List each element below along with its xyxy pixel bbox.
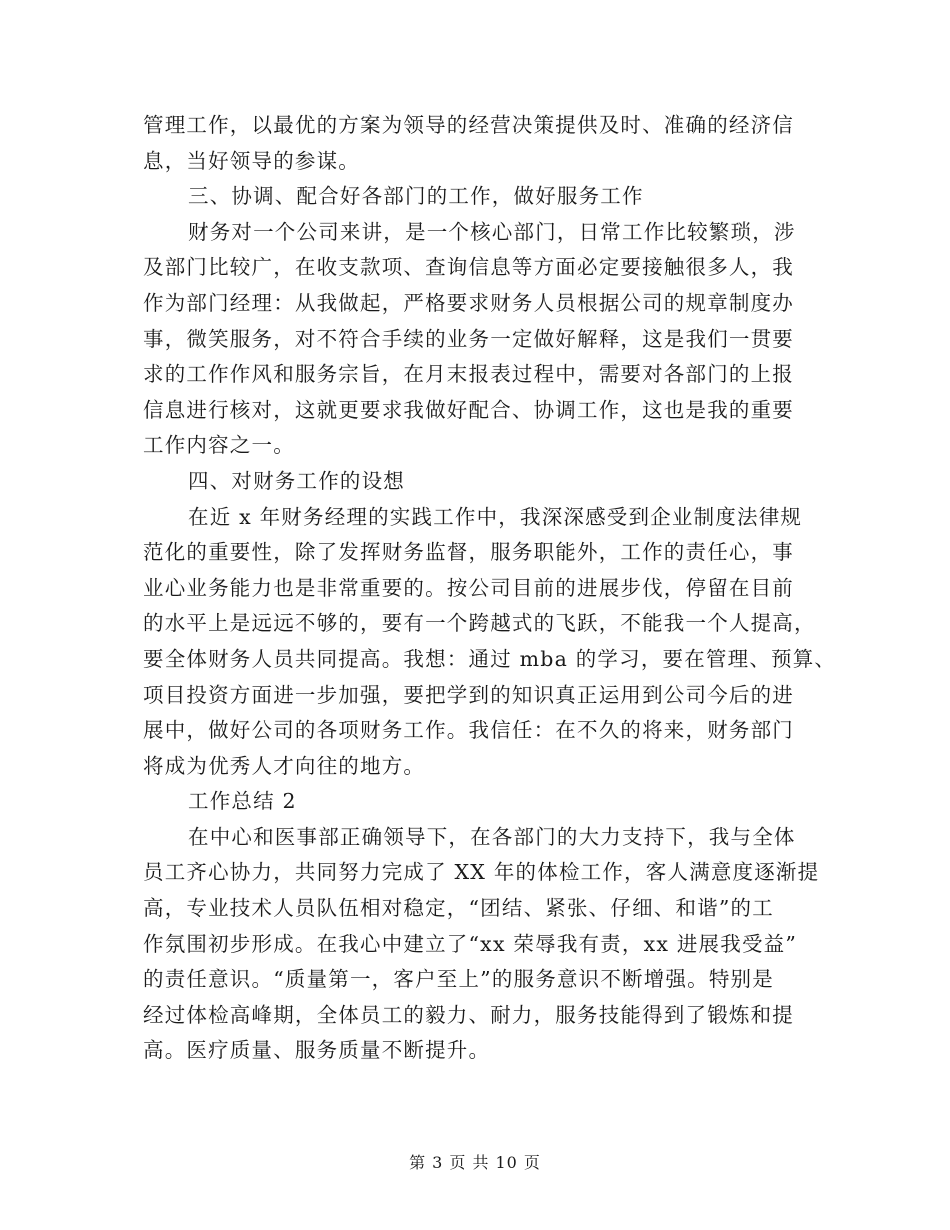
text-line: 求的工作作风和服务宗旨，在月末报表过程中，需要对各部门的上报 bbox=[143, 362, 794, 387]
text-line: 员工齐心协力，共同努力完成了 XX 年的体检工作，客人满意度逐渐提 bbox=[143, 860, 820, 885]
page-middle: 页 共 bbox=[449, 1153, 490, 1172]
text-line: 作氛围初步形成。在我心中建立了“xx 荣辱我有责，xx 进展我受益” bbox=[143, 931, 798, 956]
text-line: 高，专业技术人员队伍相对稳定，“团结、紧张、仔细、和谐”的工 bbox=[143, 896, 774, 921]
text-line: 项目投资方面进一步加强，要把学到的知识真正运用到公司今后的进 bbox=[143, 682, 794, 707]
section-heading: 三、协调、配合好各部门的工作，做好服务工作 bbox=[188, 184, 644, 209]
page-number: 3 bbox=[432, 1153, 444, 1172]
text-line: 及部门比较广，在收支款项、查询信息等方面必定要接触很多人，我 bbox=[143, 255, 794, 280]
page-footer bbox=[0, 1150, 950, 1173]
text-line: 将成为优秀人才向往的地方。 bbox=[143, 753, 426, 778]
text-line: 高。医疗质量、服务质量不断提升。 bbox=[143, 1038, 491, 1063]
text-line: 管理工作，以最优的方案为领导的经营决策提供及时、准确的经济信 bbox=[143, 113, 794, 137]
text-line: 展中，做好公司的各项财务工作。我信任：在不久的将来，财务部门 bbox=[143, 718, 794, 743]
page-prefix: 第 bbox=[409, 1153, 427, 1172]
text-line: 要全体财务人员共同提高。我想：通过 mba 的学习，要在管理、预算、 bbox=[143, 646, 837, 671]
document-body bbox=[143, 108, 837, 1069]
section-heading: 工作总结 2 bbox=[188, 789, 297, 814]
text-line: 信息进行核对，这就更要求我做好配合、协调工作，这也是我的重要 bbox=[143, 397, 794, 422]
text-line: 范化的重要性，除了发挥财务监督，服务职能外，工作的责任心，事 bbox=[143, 540, 794, 565]
text-line: 在中心和医事部正确领导下，在各部门的大力支持下，我与全体 bbox=[188, 824, 796, 849]
section-heading: 四、对财务工作的设想 bbox=[188, 468, 405, 493]
text-line: 经过体检高峰期，全体员工的毅力、耐力，服务技能得到了锻炼和提 bbox=[143, 1002, 794, 1027]
text-line: 事，微笑服务，对不符合手续的业务一定做好解释，这是我们一贯要 bbox=[143, 326, 794, 351]
text-line: 工作内容之一。 bbox=[143, 433, 295, 458]
text-line: 业心业务能力也是非常重要的。按公司目前的进展步伐，停留在目前 bbox=[143, 575, 794, 600]
text-line: 的责任意识。“质量第一，客户至上”的服务意识不断增强。特别是 bbox=[143, 967, 774, 992]
text-line: 作为部门经理：从我做起，严格要求财务人员根据公司的规章制度办 bbox=[143, 290, 794, 315]
text-line: 在近 x 年财务经理的实践工作中，我深深感受到企业制度法律规 bbox=[188, 504, 803, 529]
total-pages: 10 bbox=[495, 1153, 518, 1172]
text-line: 息，当好领导的参谋。 bbox=[143, 148, 360, 173]
text-line: 的水平上是远远不够的，要有一个跨越式的飞跃，不能我一个人提高， bbox=[143, 611, 816, 636]
page-suffix: 页 bbox=[523, 1153, 541, 1172]
text-line: 财务对一个公司来讲，是一个核心部门，日常工作比较繁琐，涉 bbox=[188, 219, 796, 244]
